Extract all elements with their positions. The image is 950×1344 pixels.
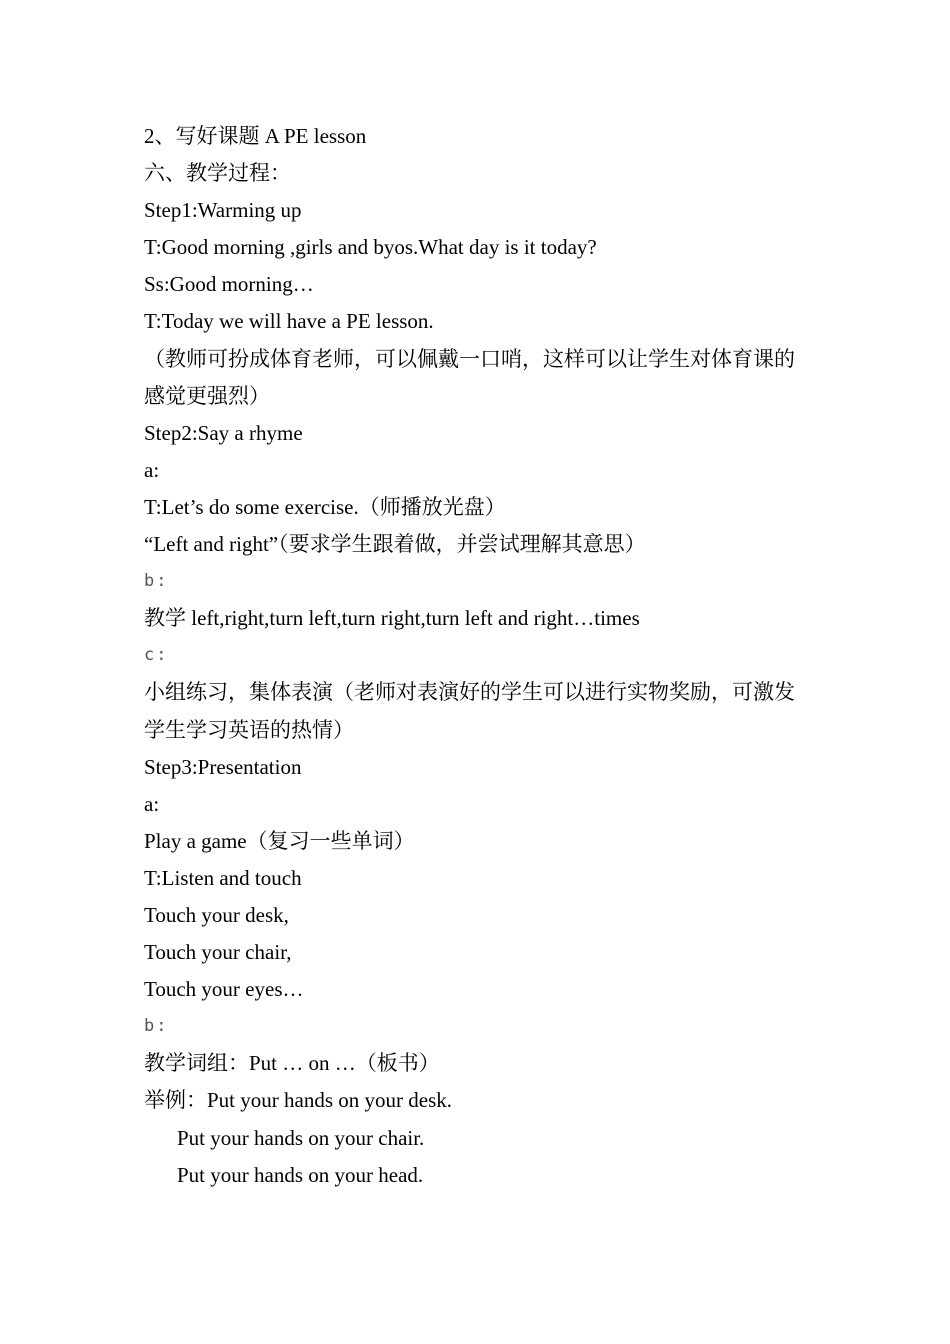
- sub-label: c:: [144, 645, 169, 666]
- text-line: Touch your chair,: [144, 940, 292, 965]
- text-line: Play a game（复习一些单词）: [144, 828, 415, 853]
- note-paragraph: 小组练习，集体表演（老师对表演好的学生可以进行实物奖励，可激发学生学习英语的热情）: [144, 680, 795, 742]
- text-line: T:Today we will have a PE lesson.: [144, 309, 434, 334]
- section-heading: 六、教学过程：: [144, 161, 291, 186]
- step-heading: Step1:Warming up: [144, 198, 302, 223]
- document-body: [144, 118, 814, 1194]
- text-line: 教学词组：Put … on …（板书）: [144, 1051, 440, 1076]
- step-heading: Step3:Presentation: [144, 754, 302, 779]
- note-paragraph: （教师可扮成体育老师，可以佩戴一口哨，这样可以让学生对体育课的感觉更强烈）: [144, 346, 795, 408]
- example-line: Put your hands on your chair.: [177, 1125, 425, 1150]
- sub-label: b:: [144, 571, 169, 592]
- sub-label: b:: [144, 1016, 169, 1037]
- text-line: “Left and right”（要求学生跟着做，并尝试理解其意思）: [144, 532, 646, 557]
- text-line: Ss:Good morning…: [144, 272, 314, 297]
- sub-label: a:: [144, 791, 160, 816]
- text-line: Touch your desk,: [144, 902, 289, 927]
- text-line: T:Let’s do some exercise.（师播放光盘）: [144, 494, 506, 519]
- step-heading: Step2:Say a rhyme: [144, 420, 303, 445]
- text-line: T:Listen and touch: [144, 865, 302, 890]
- text-line: T:Good morning ,girls and byos.What day is it today?: [144, 235, 597, 260]
- example-line: Put your hands on your head.: [177, 1162, 424, 1187]
- text-line: 举例：Put your hands on your desk.: [144, 1088, 452, 1113]
- sub-label: a:: [144, 457, 160, 482]
- text-line: Touch your eyes…: [144, 977, 304, 1002]
- lesson-title-line: 2、写好课题 A PE lesson: [144, 124, 367, 148]
- text-line: 教学 left,right,turn left,turn right,turn left and right…times: [144, 606, 640, 631]
